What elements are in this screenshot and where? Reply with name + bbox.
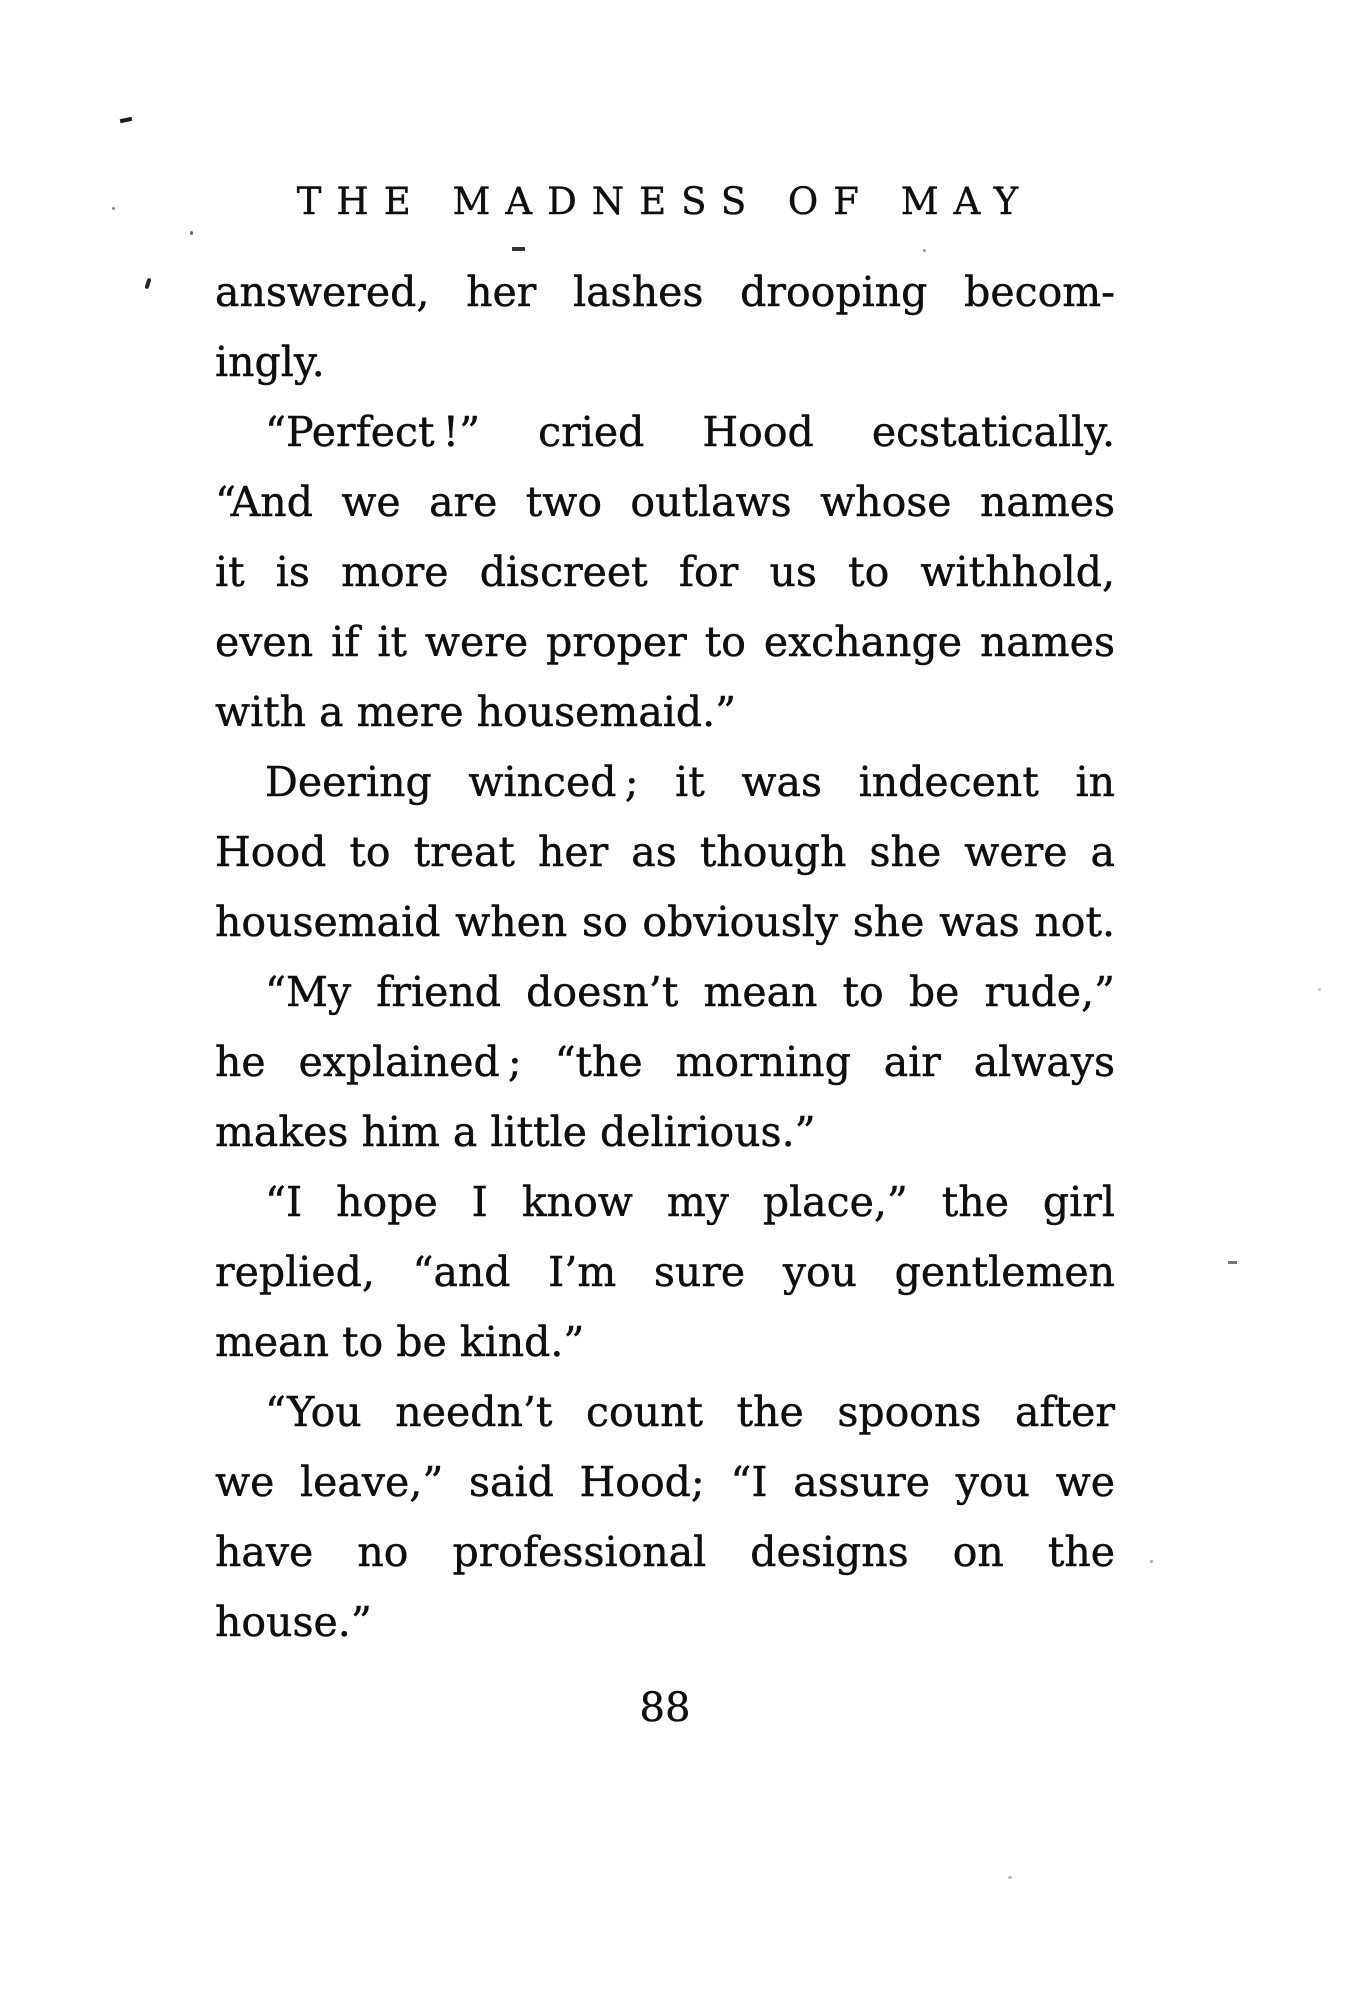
text-line: it is more discreet for us to withhold, (215, 548, 1115, 596)
text-line: housemaid when so obviously she was not. (215, 898, 1115, 946)
text-line: have no professional designs on the (215, 1528, 1115, 1576)
text-line: Hood to treat her as though she were a (215, 828, 1115, 876)
text-line: even if it were proper to exchange names (215, 618, 1115, 666)
text-line: house.” (215, 1598, 372, 1646)
text-line: he explained ; “the morning air always (215, 1038, 1115, 1086)
text-line: “And we are two outlaws whose names (215, 478, 1115, 526)
scan-dash-artifact (1228, 1261, 1237, 1264)
scan-speck (112, 207, 115, 210)
scan-speck (190, 231, 193, 235)
scan-speck (1150, 1560, 1153, 1563)
scan-tick-artifact (144, 278, 151, 290)
running-header: THE MADNESS OF MAY (296, 180, 1034, 223)
scan-speck (923, 249, 926, 252)
body-text (215, 257, 1115, 1657)
text-line: makes him a little delirious.” (215, 1108, 816, 1156)
text-line: “I hope I know my place,” the girl (265, 1178, 1115, 1226)
text-line: replied, “and I’m sure you gentlemen (215, 1248, 1115, 1296)
text-line: ingly. (215, 338, 325, 386)
page-number: 88 (639, 1685, 691, 1731)
scan-speck (1008, 1876, 1012, 1879)
text-line: we leave,” said Hood; “I assure you we (215, 1458, 1115, 1506)
scan-dash-artifact (512, 247, 525, 251)
text-line: mean to be kind.” (215, 1318, 585, 1366)
text-line: “Perfect !” cried Hood ecstatically. (265, 408, 1115, 456)
text-line: “My friend doesn’t mean to be rude,” (265, 968, 1115, 1016)
text-line: “You needn’t count the spoons after (265, 1388, 1115, 1436)
text-line: with a mere housemaid.” (215, 688, 737, 736)
scan-speck (1318, 988, 1321, 991)
text-line: answered, her lashes drooping becom- (215, 268, 1115, 316)
text-line: Deering winced ; it was indecent in (265, 758, 1115, 806)
scan-dash-artifact (120, 117, 133, 123)
